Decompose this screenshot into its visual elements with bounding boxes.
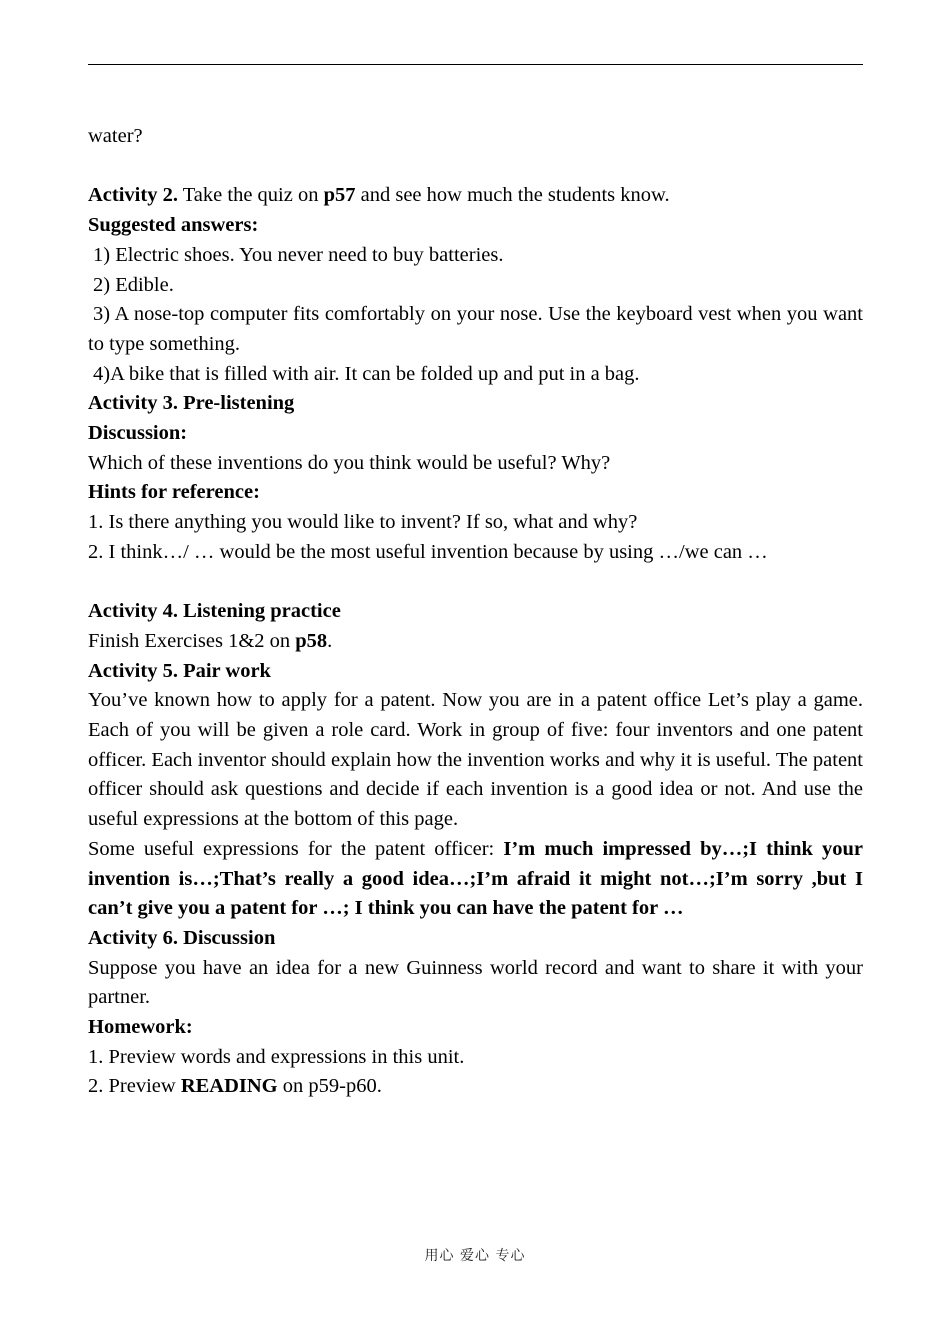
suggested-answers-heading: Suggested answers: bbox=[88, 214, 259, 237]
finish-line: Finish Exercises 1&2 on p58. bbox=[88, 629, 333, 652]
discussion-paragraph: Suppose you have an idea for a new Guinness world record and want to share it with your partner. bbox=[88, 956, 863, 1009]
activity-6-heading: Activity 6. Discussion bbox=[88, 926, 276, 949]
blank-line bbox=[88, 152, 863, 182]
document-body bbox=[88, 122, 863, 1102]
hints-heading: Hints for reference: bbox=[88, 481, 260, 504]
answer-3: 3) A nose-top computer fits comfortably on your nose. Use the keyboard vest when you want to type something. bbox=[88, 303, 863, 355]
answer-1: 1) Electric shoes. You never need to buy batteries. bbox=[93, 243, 504, 266]
activity-2-title: Activity 2. bbox=[88, 184, 178, 207]
page-ref: p58 bbox=[295, 629, 328, 652]
page-footer: 用心 爱心 专心 bbox=[424, 1248, 526, 1264]
activity-2-line: Activity 2. Take the quiz on p57 and see how much the students know. bbox=[88, 184, 670, 207]
answer-2: 2) Edible. bbox=[93, 273, 174, 296]
useful-expressions: I’m much impressed by…;I think your invention is…;That’s really a good idea…;I’m afraid it might not…;I’m sorry ,but I can’t give you a patent for …; I think you can have the patent for … bbox=[88, 837, 864, 920]
hint-1: 1. Is there anything you would like to invent? If so, what and why? bbox=[88, 511, 638, 534]
useful-expressions-paragraph: Some useful expressions for the patent officer: I’m much impressed by…;I think your invention is…;That’s really a good idea…;I’m afraid it might not…;I’m sorry ,but I can’t give you a patent for …; I think you can have the patent for … bbox=[88, 837, 864, 920]
homework-heading: Homework: bbox=[88, 1016, 193, 1039]
header-rule bbox=[88, 64, 863, 65]
blank-line bbox=[88, 568, 863, 598]
activity-5-heading: Activity 5. Pair work bbox=[88, 659, 271, 682]
answer-4: 4)A bike that is filled with air. It can be folded up and put in a bag. bbox=[93, 362, 640, 385]
hint-2: 2. I think…/ … would be the most useful invention because by using …/we can … bbox=[88, 540, 768, 563]
pair-work-paragraph: You’ve known how to apply for a patent. Now you are in a patent office Let’s play a game. Each of you will be given a role card. Work in group of five: four inventors and one patent officer. Each inventor should explain how the invention works and why it is useful. The patent officer should ask questions and decide if each invention is a good idea or not. And use the useful expressions at the bottom of this page. bbox=[88, 689, 863, 831]
text-line: water? bbox=[88, 125, 143, 147]
homework-2: 2. Preview READING on p59-p60. bbox=[88, 1075, 382, 1098]
page-ref: p57 bbox=[323, 184, 356, 207]
activity-3-heading: Activity 3. Pre-listening bbox=[88, 392, 295, 415]
discussion-heading: Discussion: bbox=[88, 422, 188, 445]
activity-4-heading: Activity 4. Listening practice bbox=[88, 600, 341, 623]
text-line: Which of these inventions do you think would be useful? Why? bbox=[88, 451, 611, 474]
homework-1: 1. Preview words and expressions in this unit. bbox=[88, 1045, 465, 1068]
